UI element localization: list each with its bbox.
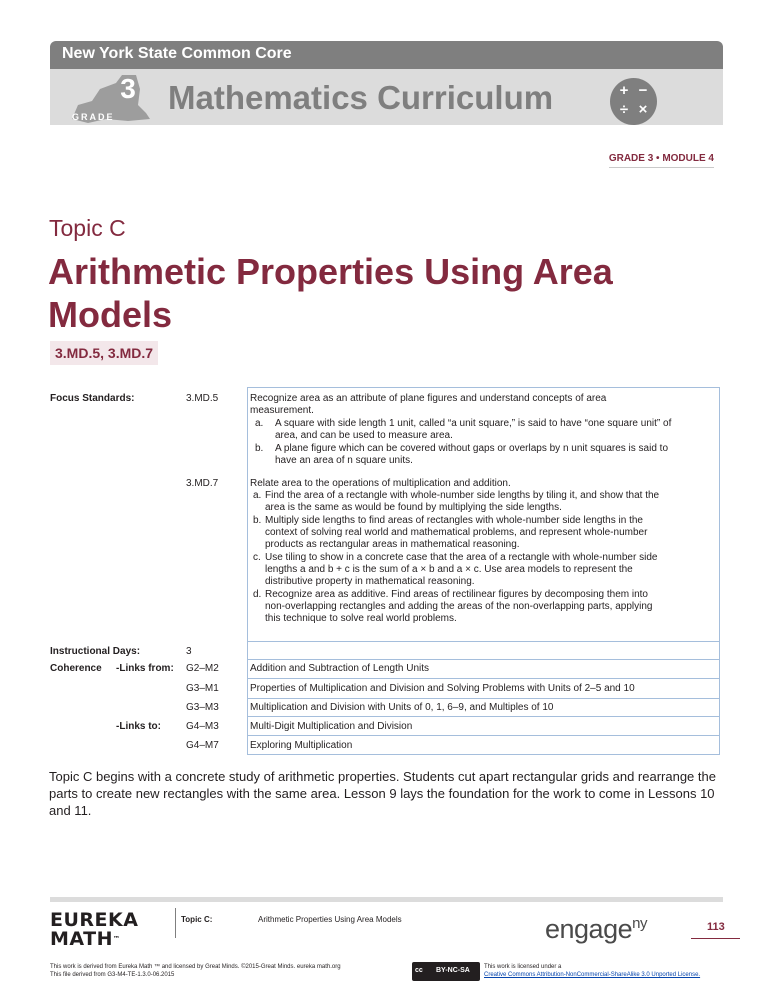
grade-word: GRADE xyxy=(72,112,115,122)
link-code: G4–M7 xyxy=(186,740,219,751)
math-operations-icon xyxy=(610,78,657,125)
item-mark: a. xyxy=(253,490,262,501)
standard-description: Relate area to the operations of multiplication and addition. xyxy=(250,478,511,489)
instructional-days-label: Instructional Days: xyxy=(50,646,141,657)
legal-notice xyxy=(50,963,341,979)
standard-description: Recognize area as an attribute of plane figures and understand concepts of area measurement. xyxy=(250,393,607,417)
coherence-label: Coherence xyxy=(50,663,102,674)
link-title: Addition and Subtraction of Length Units xyxy=(250,663,430,674)
item-mark: d. xyxy=(253,589,262,600)
legal-line-1: This work is derived from Eureka Math ™ and licensed by Great Minds. ©2015-Great Minds. eureka math.org xyxy=(50,964,341,970)
intro-paragraph: Topic C begins with a concrete study of arithmetic properties. Students cut apart rectangular grids and rearrange the parts to create new rectangles with the same area. Lesson 9 lays the foundation for the work to come in Lessons 10 and 11. xyxy=(49,769,716,818)
standard-code: 3.MD.5 xyxy=(186,393,219,404)
item-mark: a. xyxy=(255,418,264,429)
instructional-days-value: 3 xyxy=(186,646,192,657)
eureka-math-logo xyxy=(50,911,138,949)
item-mark: c. xyxy=(253,552,261,563)
table-separator xyxy=(248,641,719,642)
cc-icon: cc xyxy=(415,967,423,974)
link-code: G4–M3 xyxy=(186,721,219,732)
times-symbol: × xyxy=(638,101,648,118)
cc-badge-text: BY-NC-SA xyxy=(436,967,470,974)
table-separator xyxy=(248,716,719,717)
divide-symbol: ÷ xyxy=(619,101,629,118)
trademark: ™ xyxy=(113,935,121,943)
legal-line-2: This file derived from G3-M4-TE-1.3.0-06.2015 xyxy=(50,972,175,978)
links-from-label: -Links from: xyxy=(116,663,174,674)
minus-symbol: − xyxy=(638,82,648,99)
link-title: Properties of Multiplication and Division and Solving Problems with Units of 2–5 and 10 xyxy=(250,683,635,694)
standard-item: Recognize area as additive. Find areas of rectilinear figures by decomposing them into non-overlapping rectangles and adding the areas of the non-overlapping parts, applying this technique to solve real world problems. xyxy=(265,589,653,625)
standards-tag: 3.MD.5, 3.MD.7 xyxy=(50,341,158,365)
table-separator xyxy=(248,678,719,679)
footer-divider xyxy=(175,908,176,938)
topic-title: Arithmetic Properties Using Area Models xyxy=(48,251,613,335)
topic-label: Topic C xyxy=(49,215,126,241)
table-separator xyxy=(248,698,719,699)
link-code: G3–M1 xyxy=(186,683,219,694)
link-code: G2–M2 xyxy=(186,663,219,674)
table-separator xyxy=(248,735,719,736)
links-to-label: -Links to: xyxy=(116,721,161,732)
banner-header xyxy=(50,41,723,69)
footer-topic: Topic C: xyxy=(181,915,213,924)
standard-code: 3.MD.7 xyxy=(186,478,219,489)
footer-bar xyxy=(50,897,723,902)
engageny-logo xyxy=(545,914,647,945)
link-title: Multiplication and Division with Units of 0, 1, 6–9, and Multiples of 10 xyxy=(250,702,554,713)
item-mark: b. xyxy=(255,443,264,454)
grade-number: 3 xyxy=(120,73,136,104)
ny-word: ny xyxy=(632,915,647,932)
footer-title: Arithmetic Properties Using Area Models xyxy=(258,915,402,924)
standard-item: Use tiling to show in a concrete case that the area of a rectangle with whole-number side lengths a and b + c is the sum of a × b and a × c. Use area models to represent the distributive property in mathematical reasoning. xyxy=(265,552,658,588)
page-number-underline xyxy=(691,938,740,939)
cc-license-badge[interactable] xyxy=(412,962,480,981)
link-title: Multi-Digit Multiplication and Division xyxy=(250,721,413,732)
item-mark: b. xyxy=(253,515,262,526)
focus-standards-label: Focus Standards: xyxy=(50,393,135,404)
logo-line-2: MATH xyxy=(50,928,113,950)
engage-word: engage xyxy=(545,914,633,944)
module-label: GRADE 3 • MODULE 4 xyxy=(609,153,714,168)
license-link[interactable]: Creative Commons Attribution-NonCommercial-ShareAlike 3.0 Unported License. xyxy=(484,972,701,978)
banner-main xyxy=(50,69,723,125)
standard-item: A plane figure which can be covered without gaps or overlaps by n unit squares is said to have an area of n square units. xyxy=(275,443,669,467)
logo-line-1: EUREKA xyxy=(50,909,139,931)
standard-item: A square with side length 1 unit, called “a unit square,” is said to have “one square unit” of area, and can be used to measure area. xyxy=(275,418,672,442)
plus-symbol: + xyxy=(619,82,629,99)
license-line-1: This work is licensed under a xyxy=(484,964,562,970)
link-title: Exploring Multiplication xyxy=(250,740,353,751)
link-code: G3–M3 xyxy=(186,702,219,713)
banner-top-text: New York State Common Core xyxy=(62,45,292,62)
page-number: 113 xyxy=(707,921,725,933)
standard-item: Multiply side lengths to find areas of rectangles with whole-number side lengths in the context of solving real world and mathematical problems, and represent whole-number products as rectangular areas in mathematical reasoning. xyxy=(265,515,648,551)
curriculum-title: Mathematics Curriculum xyxy=(168,79,554,116)
table-separator xyxy=(248,659,719,660)
license-notice xyxy=(484,963,700,979)
standard-item: Find the area of a rectangle with whole-number side lengths by tiling it, and show that the area is the same as would be found by multiplying the side lengths. xyxy=(265,490,660,514)
